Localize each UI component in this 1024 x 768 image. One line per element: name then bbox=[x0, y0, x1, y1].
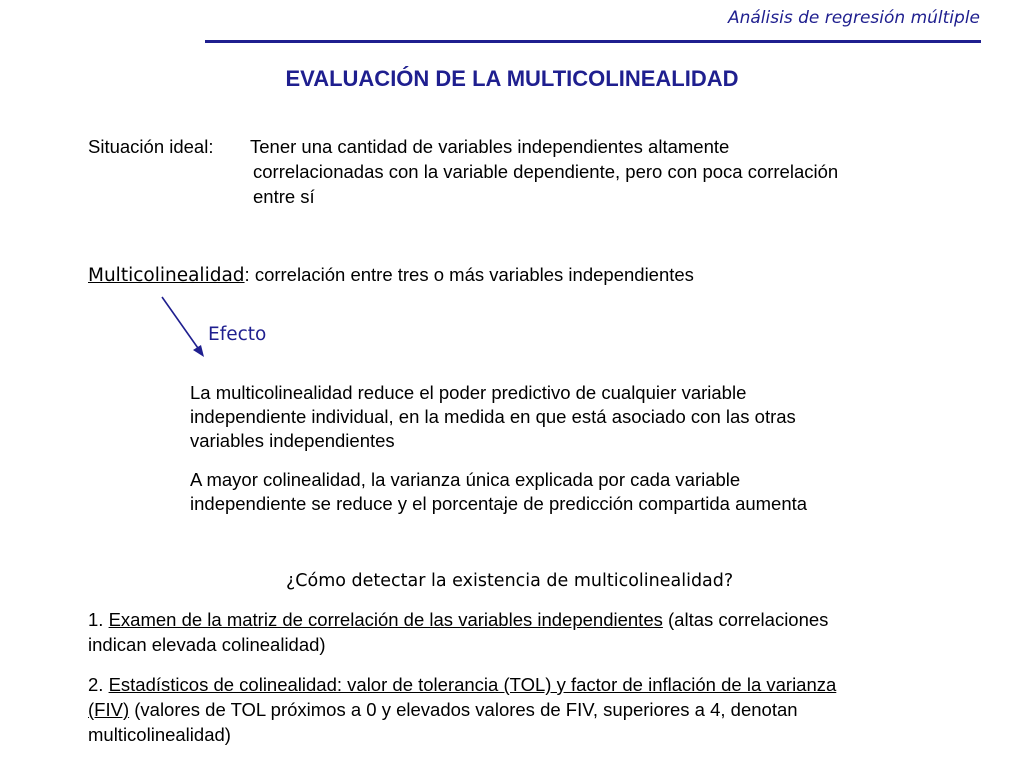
effect-p2-line-2: independiente se reduce y el porcentaje de predicción compartida aumenta bbox=[190, 493, 808, 514]
detect-item-2-line-2 bbox=[88, 697, 798, 723]
detect-item-2-text: (valores de TOL próximos a 0 y elevados valores de FIV, superiores a 4, denotan bbox=[129, 699, 798, 720]
header-subtitle: Análisis de regresión múltiple bbox=[727, 8, 980, 28]
slide-title: EVALUACIÓN DE LA MULTICOLINEALIDAD bbox=[285, 66, 739, 91]
multicolinealidad-text: : correlación entre tres o más variables independientes bbox=[244, 264, 694, 285]
effect-p1-line-1: La multicolinealidad reduce el poder predictivo de cualquier variable bbox=[190, 382, 747, 403]
ideal-label: Situación ideal: bbox=[88, 136, 214, 157]
effect-p1-line-3: variables independientes bbox=[190, 430, 395, 451]
ideal-line-1: Tener una cantidad de variables independientes altamente bbox=[250, 136, 730, 157]
detect-item-1-line-2: indican elevada colinealidad) bbox=[88, 634, 326, 655]
detect-item-2-heading: Estadísticos de colinealidad: valor de tolerancia (TOL) y factor de inflación de la varianza bbox=[108, 674, 837, 695]
header-divider bbox=[205, 40, 981, 43]
multicolinealidad-definition bbox=[88, 262, 694, 289]
detect-item-2-line-1 bbox=[88, 672, 836, 698]
detect-item-2-number: 2. bbox=[88, 674, 109, 695]
ideal-line-3: entre sí bbox=[253, 186, 315, 207]
multicolinealidad-term: Multicolinealidad bbox=[88, 265, 245, 286]
detect-item-2-heading-cont: (FIV) bbox=[88, 699, 130, 720]
detect-question: ¿Cómo detectar la existencia de multicolinealidad? bbox=[286, 571, 734, 591]
detect-item-1-number: 1. bbox=[88, 609, 109, 630]
arrow-icon bbox=[158, 295, 208, 359]
detect-item-1-line-1 bbox=[88, 607, 828, 633]
detect-item-2-line-3: multicolinealidad) bbox=[88, 724, 231, 745]
detect-item-1-heading: Examen de la matriz de correlación de las variables independientes bbox=[108, 609, 663, 630]
ideal-line-2: correlacionadas con la variable dependiente, pero con poca correlación bbox=[253, 161, 839, 182]
effect-p2-line-1: A mayor colinealidad, la varianza única explicada por cada variable bbox=[190, 469, 741, 490]
efecto-label: Efecto bbox=[208, 324, 267, 345]
effect-p1-line-2: independiente individual, en la medida en que está asociado con las otras bbox=[190, 406, 796, 427]
detect-item-1-text: (altas correlaciones bbox=[662, 609, 829, 630]
